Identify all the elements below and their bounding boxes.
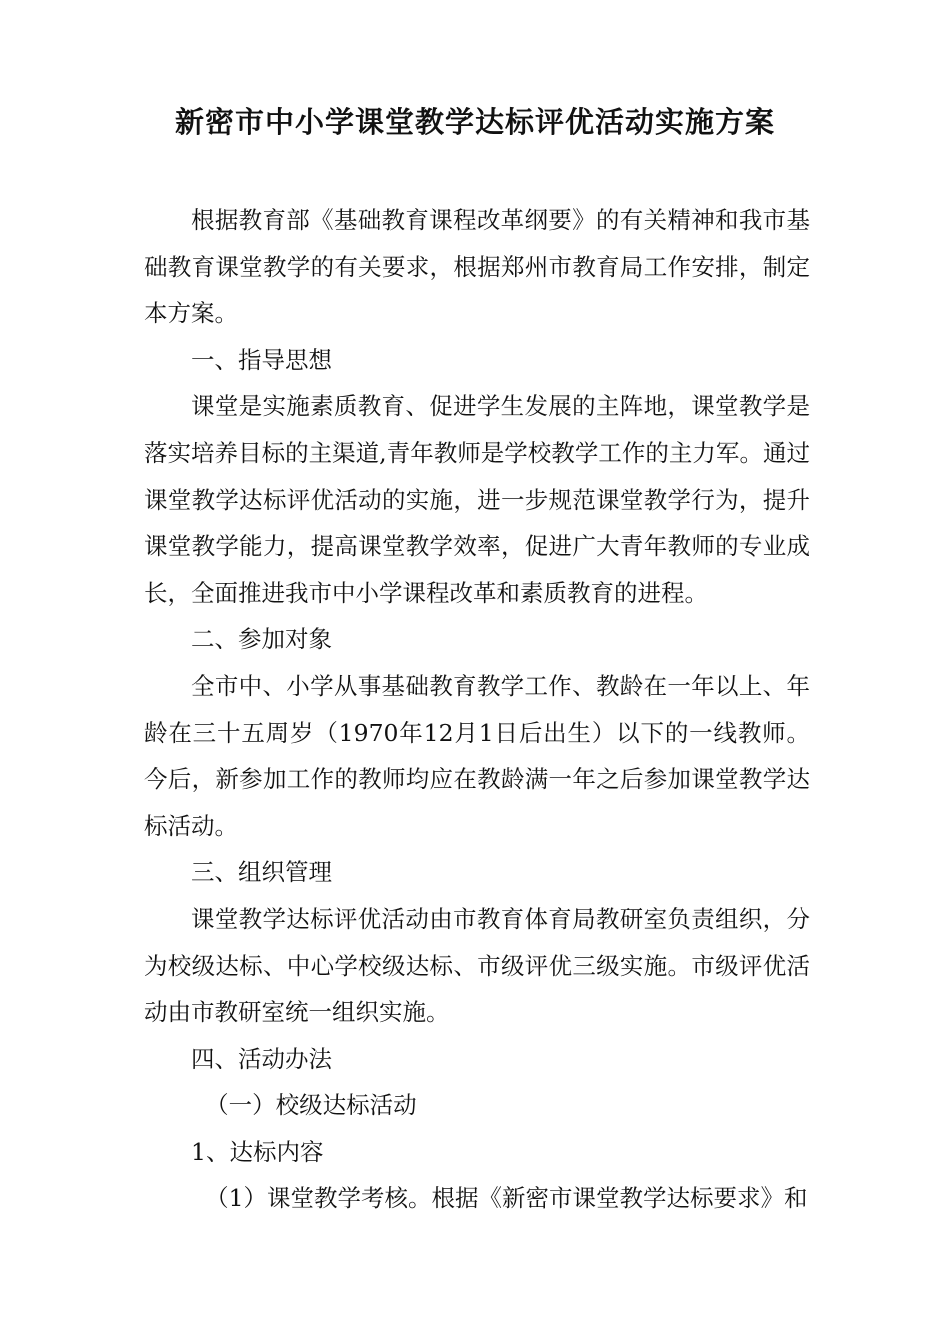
- paragraph-intro: 根据教育部《基础教育课程改革纲要》的有关精神和我市基础教育课堂教学的有关要求，根据郑州市教育局工作安排，制定本方案。: [144, 206, 810, 328]
- subsection-heading-school-level: （一）校级达标活动: [205, 1091, 417, 1120]
- paragraph-organization: 课堂教学达标评优活动由市教育体育局教研室负责组织，分为校级达标、中心学校级达标、市级评优三级实施。市级评优活动由市教研室统一组织实施。: [144, 904, 810, 1027]
- paragraph-classroom-assessment: （1）课堂教学考核。根据《新密市课堂教学达标要求》和: [205, 1184, 808, 1213]
- section-heading-guiding-thought: 一、指导思想: [191, 345, 332, 374]
- paragraph-participants: 全市中、小学从事基础教育教学工作、教龄在一年以上、年龄在三十五周岁（1970年12月1日后出生）以下的一线教师。今后，新参加工作的教师均应在教龄满一年之后参加课堂教学达标活动。: [144, 671, 810, 840]
- section-heading-organization: 三、组织管理: [191, 858, 332, 887]
- item-heading-content: 1、达标内容: [191, 1137, 324, 1166]
- document-body: [144, 197, 810, 1222]
- section-heading-activity-method: 四、活动办法: [191, 1044, 332, 1073]
- section-heading-participants: 二、参加对象: [191, 625, 332, 654]
- document-title: 新密市中小学课堂教学达标评优活动实施方案: [174, 105, 775, 139]
- paragraph-guiding-thought: 课堂是实施素质教育、促进学生发展的主阵地，课堂教学是落实培养目标的主渠道,青年教师是学校教学工作的主力军。通过课堂教学达标评优活动的实施，进一步规范课堂教学行为，提升课堂教学能力，提高课堂教学效率，促进广大青年教师的专业成长，全面推进我市中小学课程改革和素质教育的进程。: [144, 392, 810, 607]
